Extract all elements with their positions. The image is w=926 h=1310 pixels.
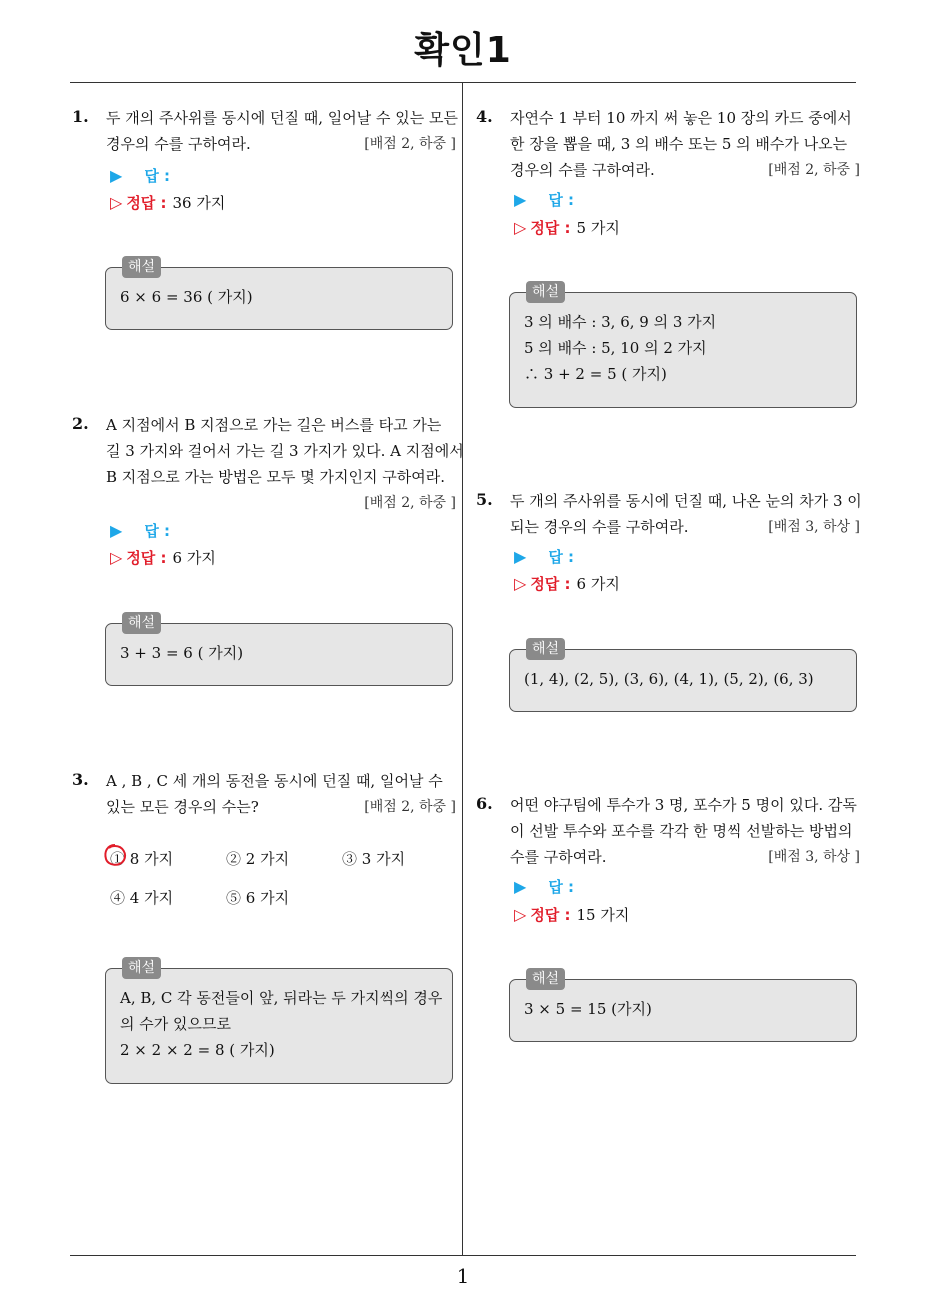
question-text <box>106 768 456 820</box>
explanation-tag: 해설 <box>122 957 161 979</box>
correct-label: 정답 : <box>126 549 167 567</box>
correct-answer-row <box>110 547 216 568</box>
correct-triangle-icon: ▷ <box>514 905 527 924</box>
explanation-box <box>509 284 857 408</box>
correct-answer-row <box>110 192 225 213</box>
answer-triangle-icon: ▶ <box>110 166 123 185</box>
correct-value: 6 가지 <box>576 575 620 593</box>
answer-row <box>110 520 170 541</box>
footer-rule <box>70 1255 856 1256</box>
answer-label: 답 : <box>548 548 575 566</box>
correct-answer-row <box>514 217 620 238</box>
explanation-tag: 해설 <box>122 612 161 634</box>
answer-triangle-icon: ▶ <box>514 190 527 209</box>
score-meta: [배점 2, 하중 ] <box>364 136 456 152</box>
explanation-line: 5 의 배수 : 5, 10 의 2 가지 <box>524 339 707 357</box>
explanation-line: 6 × 6 = 36 ( 가지) <box>120 288 253 306</box>
explanation-line: ∴ 3 + 2 = 5 ( 가지) <box>524 365 667 383</box>
choice-4[interactable] <box>110 887 173 908</box>
score-meta: [배점 2, 하중 ] <box>364 799 456 815</box>
answer-triangle-icon: ▶ <box>514 547 527 566</box>
explanation-tag: 해설 <box>122 256 161 278</box>
explanation-tag: 해설 <box>526 281 565 303</box>
answer-row <box>514 189 574 210</box>
question-line: 있는 모든 경우의 수는? <box>106 798 259 816</box>
score-meta: [배점 3, 하상 ] <box>768 519 860 535</box>
correct-value: 15 가지 <box>576 906 630 924</box>
question-text <box>510 792 860 870</box>
answer-row <box>514 546 574 567</box>
explanation-box <box>509 971 857 1042</box>
correct-value: 36 가지 <box>172 194 226 212</box>
correct-label: 정답 : <box>126 194 167 212</box>
question-line: A 지점에서 B 지점으로 가는 길은 버스를 타고 가는 <box>106 416 442 434</box>
choice-label: ③ 3 가지 <box>342 850 406 868</box>
choice-label: ④ 4 가지 <box>110 889 174 907</box>
question-line: 이 선발 투수와 포수를 각각 한 명씩 선발하는 방법의 <box>510 822 853 840</box>
correct-label: 정답 : <box>530 906 571 924</box>
explanation-line: 3 의 배수 : 3, 6, 9 의 3 가지 <box>524 313 717 331</box>
choice-label: ⑤ 6 가지 <box>226 889 290 907</box>
header-rule <box>70 82 856 83</box>
answer-label: 답 : <box>548 878 575 896</box>
answer-label: 답 : <box>548 191 575 209</box>
question-number: 5. <box>476 490 493 509</box>
question-line: 어떤 야구팀에 투수가 3 명, 포수가 5 명이 있다. 감독 <box>510 796 857 814</box>
explanation-line: 의 수가 있으므로 <box>120 1015 231 1033</box>
choice-2[interactable] <box>226 848 289 869</box>
question-text <box>106 105 456 157</box>
question-line: 한 장을 뽑을 때, 3 의 배수 또는 5 의 배수가 나오는 <box>510 135 848 153</box>
question-line: 되는 경우의 수를 구하여라. <box>510 518 689 536</box>
question-line: 수를 구하여라. <box>510 848 607 866</box>
explanation-box <box>509 641 857 712</box>
correct-answer-row <box>514 904 629 925</box>
explanation-box <box>105 259 453 330</box>
choice-3[interactable] <box>342 848 405 869</box>
question-line: 두 개의 주사위를 동시에 던질 때, 나온 눈의 차가 3 이 <box>510 492 862 510</box>
choice-label: ② 2 가지 <box>226 850 290 868</box>
explanation-line: (1, 4), (2, 5), (3, 6), (4, 1), (5, 2), (6, 3) <box>524 670 814 688</box>
question-text <box>510 488 860 540</box>
explanation-tag: 해설 <box>526 638 565 660</box>
explanation-line: 2 × 2 × 2 = 8 ( 가지) <box>120 1041 275 1059</box>
choice-1[interactable] <box>110 848 173 869</box>
page-title: 확인1 <box>414 30 512 71</box>
column-divider <box>462 83 463 1255</box>
choice-label: ① 8 가지 <box>110 850 174 868</box>
check-circle-icon <box>102 842 128 868</box>
answer-triangle-icon: ▶ <box>514 877 527 896</box>
page-number: 1 <box>456 1264 470 1288</box>
correct-triangle-icon: ▷ <box>514 574 527 593</box>
answer-label: 답 : <box>144 522 171 540</box>
correct-label: 정답 : <box>530 575 571 593</box>
question-line: A , B , C 세 개의 동전을 동시에 던질 때, 일어날 수 <box>106 772 443 790</box>
answer-row <box>514 876 574 897</box>
answer-label: 답 : <box>144 167 171 185</box>
correct-answer-row <box>514 573 620 594</box>
question-number: 1. <box>72 107 89 126</box>
score-meta: [배점 2, 하중 ] <box>768 162 860 178</box>
question-text <box>510 105 860 183</box>
question-number: 3. <box>72 770 89 789</box>
question-line: 자연수 1 부터 10 까지 써 놓은 10 장의 카드 중에서 <box>510 109 852 127</box>
question-line: 길 3 가지와 걸어서 가는 길 3 가지가 있다. A 지점에서 <box>106 442 464 460</box>
correct-triangle-icon: ▷ <box>110 548 123 567</box>
question-number: 6. <box>476 794 493 813</box>
explanation-line: A, B, C 각 동전들이 앞, 뒤라는 두 가지씩의 경우 <box>120 989 443 1007</box>
question-line: 경우의 수를 구하여라. <box>106 135 251 153</box>
explanation-line: 3 × 5 = 15 (가지) <box>524 1000 652 1018</box>
question-number: 4. <box>476 107 493 126</box>
correct-triangle-icon: ▷ <box>514 218 527 237</box>
explanation-box <box>105 615 453 686</box>
question-text <box>106 412 464 516</box>
question-line: B 지점으로 가는 방법은 모두 몇 가지인지 구하여라. <box>106 468 445 486</box>
explanation-box <box>105 960 453 1084</box>
choice-5[interactable] <box>226 887 289 908</box>
question-line: 경우의 수를 구하여라. <box>510 161 655 179</box>
score-meta: [배점 3, 하상 ] <box>768 849 860 865</box>
question-line: 두 개의 주사위를 동시에 던질 때, 일어날 수 있는 모든 <box>106 109 458 127</box>
explanation-line: 3 + 3 = 6 ( 가지) <box>120 644 244 662</box>
answer-triangle-icon: ▶ <box>110 521 123 540</box>
score-meta: [배점 2, 하중 ] <box>364 495 456 511</box>
correct-value: 6 가지 <box>172 549 216 567</box>
answer-row <box>110 165 170 186</box>
question-number: 2. <box>72 414 89 433</box>
correct-label: 정답 : <box>530 219 571 237</box>
correct-triangle-icon: ▷ <box>110 193 123 212</box>
explanation-tag: 해설 <box>526 968 565 990</box>
correct-value: 5 가지 <box>576 219 620 237</box>
